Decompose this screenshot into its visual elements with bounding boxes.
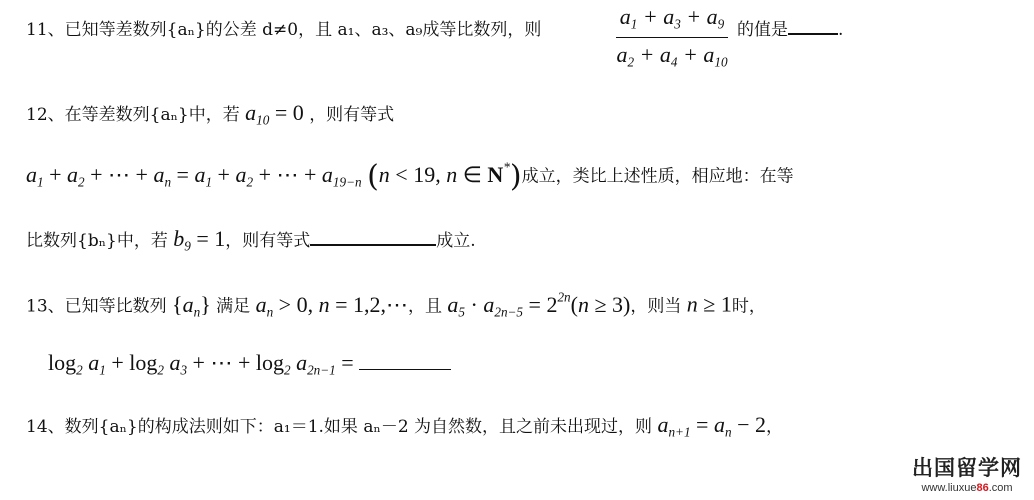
q11-answer-blank[interactable] [788,33,838,35]
q12-text-tail: 成立，类比上述性质，相应地：在等 [521,166,794,187]
site-watermark [912,452,1022,494]
q13-answer-blank[interactable] [359,369,451,370]
q12-answer-blank[interactable] [310,244,436,246]
q13-text-d: ，则当 [630,296,682,317]
q14-line [26,414,783,439]
q13-text-e: 时， [731,296,766,317]
q12-line-1 [26,102,394,127]
q12-text-e: 成立. [436,231,476,251]
q11-line [26,22,541,39]
q12-text-a: 12、在等差数列{aₙ}中，若 [26,105,240,125]
q13-log-sum-formula: $\log_2 a_1 + \log_2 a_3$ + ⋯ + $\log_2 a_{2n-1}$ = [48,350,354,378]
q11-text-c: . [838,20,844,40]
q13-text-c: ，且 [408,296,443,317]
q11-tail [737,22,843,39]
q11-denominator: $a_2 + a_4 + a_{10}$ [616,41,728,70]
q13-text-b: 满足 [216,296,251,317]
q12-line-2 [26,160,794,192]
fraction-bar [616,37,728,38]
q12-b9-formula: $b_9 = 1$ [173,226,226,254]
q13-line-2 [48,352,451,377]
q12-text-b: ，则有等式 [309,105,395,125]
q11-fraction [616,4,728,70]
q14-recurrence-formula: $a_{n+1} = a_n - 2$ [657,412,766,440]
q12-text-d: ，则有等式 [225,231,311,251]
q11-text-a: 11、已知等差数列{aₙ}的公差 d≠0，且 a₁、a₃、a₉成等比数列，则 [26,20,542,40]
watermark-url: www.liuxue86.com [921,482,1013,494]
q14-text-a: 14、数列{aₙ}的构成法则如下：a₁＝1.如果 aₙ－2 为自然数，且之前未出现过，则 [26,417,653,437]
q11-text-b: 的值是 [737,20,788,40]
q12-equality-formula: $a_1 + a_2$ + ⋯ + $a_n = a_1 + a_2$ + ⋯ + $a_{19-n}$ (n < 19, n ∈ N*) [26,158,522,194]
q13-text-a: 13、已知等比数列 [26,296,167,317]
q12-text-c: 比数列{bₙ}中，若 [26,231,168,251]
q13-line-1 [26,290,766,318]
q12-line-3 [26,228,476,253]
q13-condition-formula: $a_n > 0$, n = 1,2,⋯ [255,291,409,320]
watermark-site-name: 出国留学网 [912,456,1022,480]
q13-n-formula: n ≥ 1 [686,291,732,317]
q11-numerator: $a_1 + a_3 + a_9$ [619,4,725,32]
q14-text-b: ， [765,417,783,437]
q12-condition-formula: $a_{10} = 0$ [245,100,304,128]
q13-sequence-formula: $\{a_n\}$ [172,291,211,320]
q13-product-formula: $a_5 \cdot a_{2n-5} = 2^{2n}(n \ge 3)$ [447,289,631,320]
